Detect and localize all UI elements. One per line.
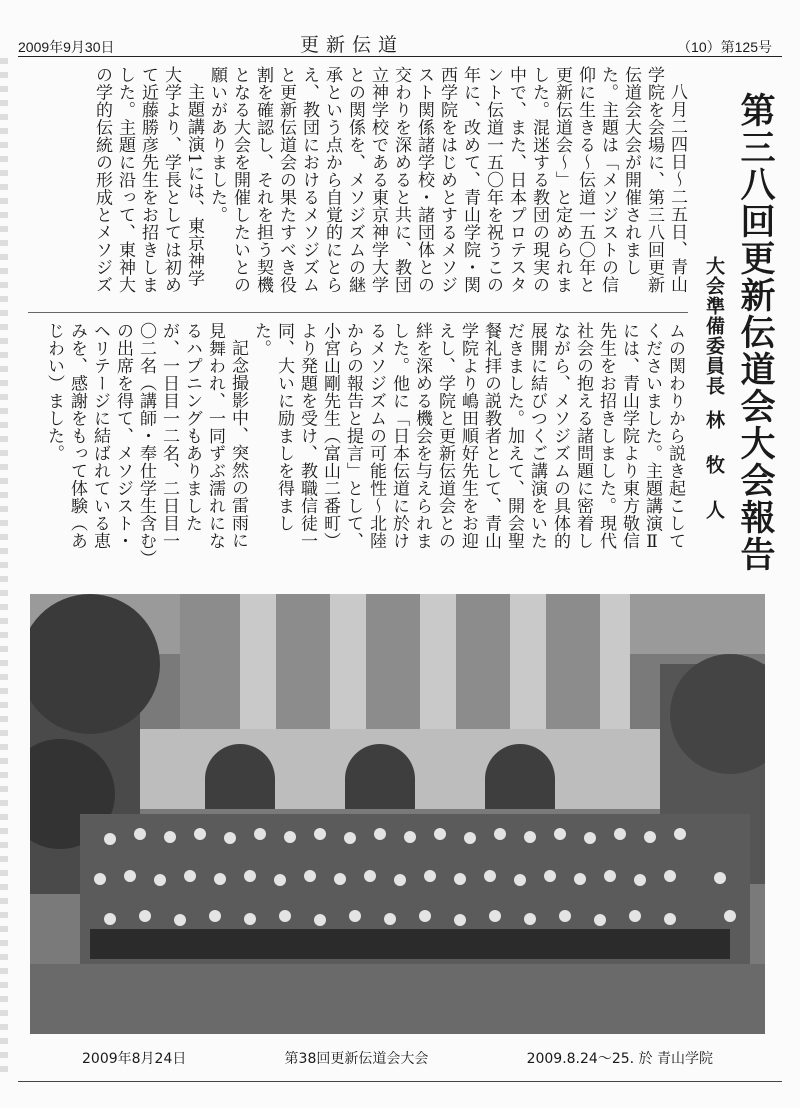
- caption-date: 2009年8月24日: [82, 1051, 187, 1067]
- caption-venue: 2009.8.24～25. 於 青山学院: [526, 1051, 713, 1067]
- article-byline: [701, 256, 728, 545]
- article-paragraph: 記念撮影中、突然の雷雨に見舞われ、一同ずぶ濡れになるハプニングもありましたが、一日目一二名、二日目一〇二名（講師・奉仕学生含む）の出席を得て、メソジスト・ヘリテージに結ばれている恵みを、感謝をもって体験（あじわい）ました。: [44, 322, 248, 559]
- group-photo-illustration: [30, 594, 765, 1034]
- header-date: 2009年9月30日: [18, 39, 115, 55]
- page-header: [0, 0, 800, 60]
- header-rule: [18, 56, 782, 57]
- article-upper-text: [0, 66, 688, 304]
- article-paragraph: ムの関わりから説き起こしてくださいました。主題講演Ⅱには、青山学院より東方敬信先生をお招きしました。現代社会の抱える諸問題に密着しながら、メソジズムの具体的展開に結びつくご講演をいただきました。加えて、開会聖餐礼拝の説教者として、青山学院より嶋田順好先生をお迎えし、学院と更新伝道会との絆を深める機会を与えられました。他に「日本伝道に於けるメソジズムの可能性～北陸からの報告と提言」として、小宮山剛先生（富山二番町）より発題を受け、教職信徒一同、大いに励ましを得ました。: [251, 322, 685, 553]
- newspaper-name: 更新伝道: [300, 34, 405, 56]
- page-issue-number: （10）第125号: [677, 39, 772, 55]
- footer-rule: [18, 1081, 782, 1082]
- article-paragraph: 主題講演1には、東京神学大学より、学長としては初めて近藤勝彦先生をお招きしました。主題に沿って、東神大の学的伝統の形成とメソジズ: [92, 66, 204, 294]
- photo-caption: [30, 1048, 765, 1068]
- caption-event: 第38回更新伝道会大会: [284, 1051, 429, 1067]
- group-photo: [30, 594, 765, 1034]
- column-divider: [28, 312, 688, 313]
- article-title: 第三八回更新伝道会大会報告: [735, 92, 775, 573]
- article-paragraph: 八月二四日～二五日、青山学院を会場に、第三八回更新伝道会大会が開催されました。主題は「メソジストの信仰に生きる～伝道一五〇年と更新伝道会～」と定められました。混迷する教団の現実の中で、また、日本プロテスタント伝道一五〇年を祝うこの年に、改めて、青山学院・関西学院をはじめとするメソジスト関係諸学校・諸団体との交わりを深めると共に、教団立神学校である東京神学大学との関係を、メソジズムの継承という点から自覚的にとらえ、教団におけるメソジズムと更新伝道会の果たすべき役割を確認し、それを担う契機となる大会を開催したいとの願いがありました。: [207, 66, 687, 294]
- author-name: 林牧人: [703, 410, 725, 545]
- article-lower-text: [46, 322, 686, 560]
- author-role: 大会準備委員長: [703, 256, 725, 396]
